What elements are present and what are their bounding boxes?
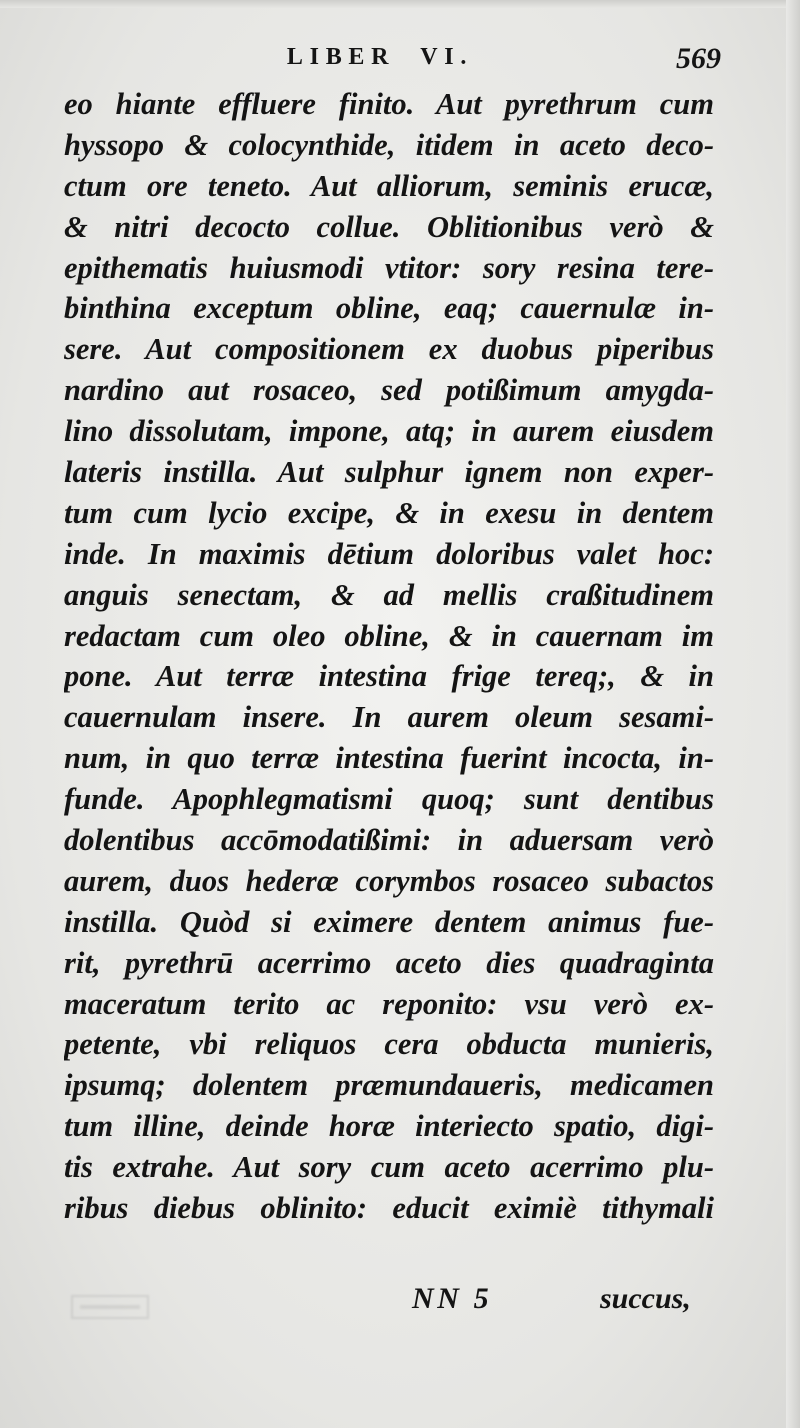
page-right-edge [786, 0, 800, 1428]
text-line: funde. Apophlegmatismi quoq; sunt dentibus [64, 782, 714, 817]
text-line: tum cum lycio excipe, & in exesu in dentem [64, 495, 714, 530]
text-line: anguis senectam, & ad mellis craßitudinem [64, 577, 714, 612]
text-line: aurem, duos hederæ corymbos rosaceo subactos [64, 863, 714, 898]
text-line: cauernulam insere. In aurem oleum sesami- [64, 700, 714, 735]
text-line: tum illine, deinde horæ interiecto spatio, digi- [64, 1109, 714, 1144]
text-line: instilla. Quòd si eximere dentem animus fue- [64, 904, 714, 939]
page-number: 569 [676, 42, 721, 75]
page-top-edge [0, 0, 800, 8]
text-line: dolentibus accōmodatißimi: in aduersam verò [64, 823, 714, 858]
text-line: lino dissolutam, impone, atq; in aurem eiusdem [64, 414, 714, 449]
text-line: petente, vbi reliquos cera obducta munieris, [64, 1027, 714, 1062]
text-line: ctum ore teneto. Aut alliorum, seminis erucæ, [64, 168, 714, 203]
page-footer [0, 1282, 800, 1332]
text-line: ribus diebus oblinito: educit eximiè tithymali [64, 1191, 714, 1226]
body-text [64, 84, 714, 1229]
text-line: hyssopo & colocynthide, itidem in aceto deco- [64, 127, 714, 162]
text-line: pone. Aut terræ intestina frige tereq;, & in [64, 659, 714, 694]
text-line: binthina exceptum obline, eaq; cauernulæ in- [64, 291, 714, 326]
text-line: tis extrahe. Aut sory cum aceto acerrimo plu- [64, 1150, 714, 1185]
text-line: num, in quo terræ intestina fuerint incocta, in- [64, 741, 714, 776]
text-line: eo hiante effluere finito. Aut pyrethrum cum [64, 87, 714, 121]
catchword: succus, [600, 1282, 691, 1315]
text-line: sere. Aut compositionem ex duobus piperibus [64, 332, 714, 367]
text-line: redactam cum oleo obline, & in cauernam im [64, 618, 714, 653]
text-line: & nitri decocto collue. Oblitionibus verò & [64, 209, 714, 244]
text-line: lateris instilla. Aut sulphur ignem non exper- [64, 455, 714, 490]
text-line: epithematis huiusmodi vtitor: sory resina tere- [64, 250, 714, 285]
text-line: ipsumq; dolentem præmundaueris, medicamen [64, 1068, 714, 1103]
running-head: LIBER VI. [286, 44, 474, 70]
text-line: inde. In maximis dētium doloribus valet hoc: [64, 536, 714, 571]
text-line: maceratum terito ac reponito: vsu verò ex- [64, 986, 714, 1021]
text-line: nardino aut rosaceo, sed potißimum amygda- [64, 373, 714, 408]
text-line: rit, pyrethrū acerrimo aceto dies quadraginta [64, 945, 714, 980]
page-header [0, 44, 800, 84]
signature-mark: NN 5 [412, 1282, 493, 1315]
